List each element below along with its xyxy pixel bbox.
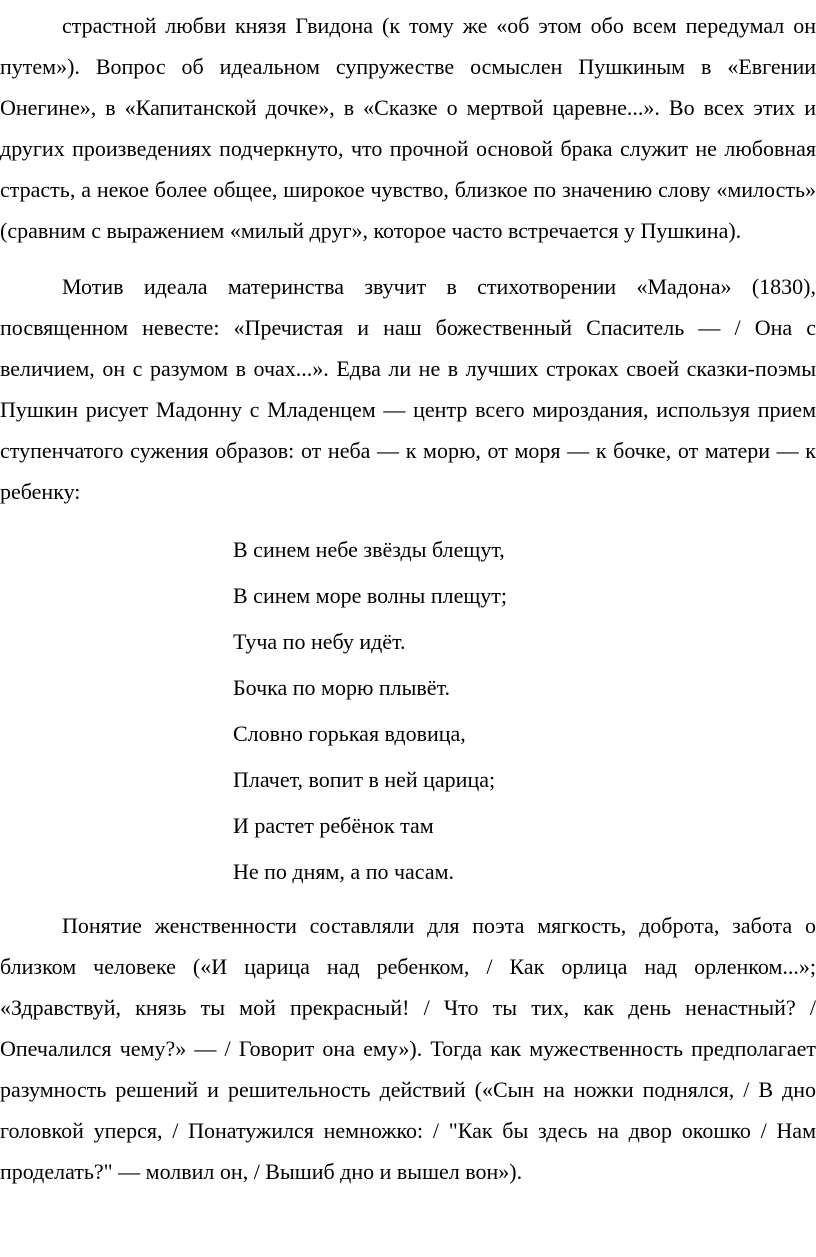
paragraph-femininity-masculinity: Понятие женственности составляли для поэта мягкость, доброта, забота о близком человеке («И царица над ребенком, / Как орлица над орленком...»; «Здравствуй, князь ты мой прекрасный! / Что ты тих, как день ненастный? / Опечалился чему?» — / Говорит она ему»). Тогда как мужественность предполагает разумность решений и решительность действий («Сын на ножки поднялся, / В дно головкой уперся, / Понатужился немножко: / "Как бы здесь на двор окошко / Нам проделать?" — молвил он, / Вышиб дно и вышел вон»). — [0, 913, 816, 1184]
poem-line: Туча по небу идёт. — [233, 629, 406, 654]
poem-line: Бочка по морю плывёт. — [233, 675, 451, 700]
poem-line: Не по дням, а по часам. — [233, 859, 455, 884]
poem-line: Словно горькая вдовица, — [233, 721, 466, 746]
poem-line: В синем небе звёзды блещут, — [233, 537, 505, 562]
poem-line: И растет ребёнок там — [233, 813, 434, 838]
poem-line: Плачет, вопит в ней царица; — [233, 767, 496, 792]
paragraph-marriage-ideal: страстной любви князя Гвидона (к тому же «об этом обо всем передумал он путем»). Вопрос об идеальном супружестве осмыслен Пушкиным в «Евгении Онегине», в «Капитанской дочке», в «Сказке о мертвой царевне...». Во всех этих и других произведениях подчеркнуто, что прочной основой брака служит не любовная страсть, а некое более общее, широкое чувство, близкое по значению слову «милость» (сравним с выражением «милый друг», которое часто встречается у Пушкина). — [0, 13, 816, 243]
poem-line: В синем море волны плещут; — [233, 583, 508, 608]
poem-block — [233, 527, 816, 895]
paragraph-motherhood-motif: Мотив идеала материнства звучит в стихотворении «Мадона» (1830), посвященном невесте: «Пречистая и наш божественный Спаситель — / Она с величием, он с разумом в очах...». Едва ли не в лучших строках своей сказки-поэмы Пушкин рисует Мадонну с Младенцем — центр всего мироздания, используя прием ступенчатого сужения образов: от неба — к морю, от моря — к бочке, от матери — к ребенку: — [0, 274, 816, 504]
